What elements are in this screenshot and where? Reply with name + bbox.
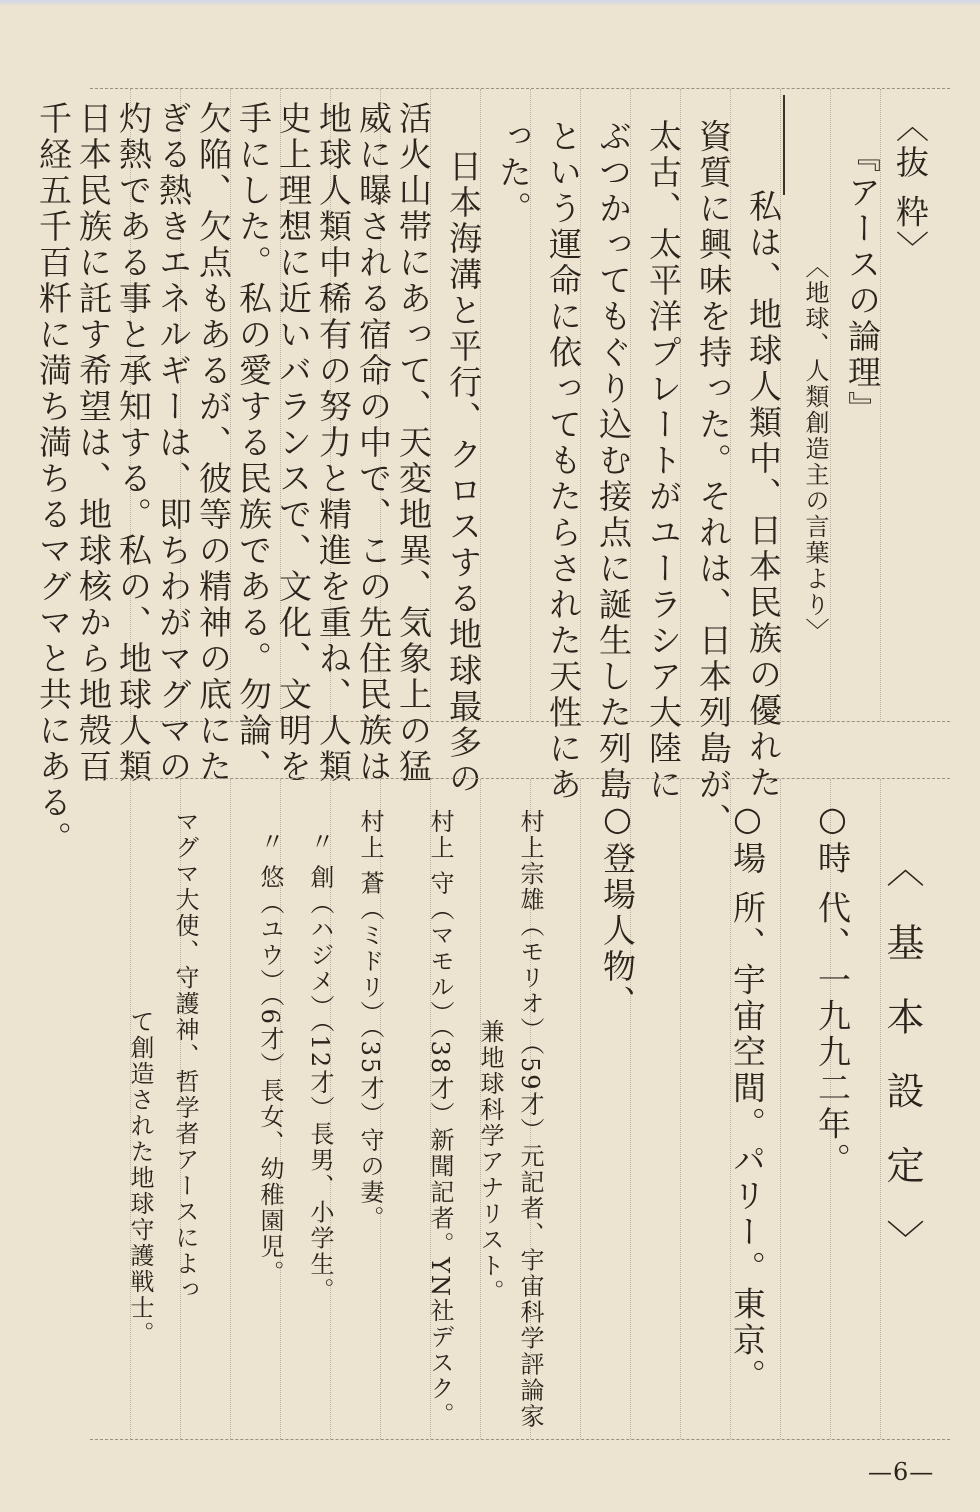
excerpt-heading: 〈抜 粋〉 (891, 109, 930, 267)
excerpt-p1-line: った。 (494, 119, 533, 227)
page-edge (0, 0, 980, 6)
excerpt-p2-line: 活火山帯にあって、天変地異、気象上の猛 (394, 101, 433, 785)
character-entry: て創造された地球守護戦士。 (126, 1009, 154, 1347)
settings-characters-label: ○登場人物、 (598, 799, 637, 1021)
excerpt-p2-line: 威に曝される宿命の中で、この先住民族は (354, 101, 393, 785)
excerpt-p2-line: 地球人類中稀有の努力と精進を重ね、人類 (314, 101, 353, 785)
excerpt-p2-line: 千経五千百粁に満ち満ちるマグマと共にある。 (34, 101, 73, 857)
excerpt-p2-line: 史上理想に近いバランスで、文化、文明を (274, 101, 313, 785)
character-entry: 兼地球科学アナリスト。 (476, 1019, 504, 1305)
settings-heading: 〈 基 本 設 定 〉 (880, 849, 924, 1270)
excerpt-p2-line: 灼熱である事と承知する。私の、地球人類 (114, 101, 153, 785)
excerpt-source: 〈地球、人類創造主の言葉より〉 (801, 254, 829, 644)
settings-place: ○場 所、宇宙空間。パリー。東京。 (728, 799, 767, 1395)
excerpt-p2-line: 日本海溝と平行、クロスする地球最多の (444, 149, 483, 797)
character-entry: 〃 創（ハジメ）（12才）長男、小学生。 (306, 829, 334, 1304)
excerpt-p1-line: 資質に興味を持った。それは、日本列島が、 (694, 119, 733, 839)
character-entry: 村上宗雄（モリオ）（59才）元記者、宇宙科学評論家 (516, 809, 544, 1430)
character-entry: マグマ大使、守護神、哲学者アースによっ (171, 809, 199, 1303)
excerpt-title: 『アースの論理』 (843, 139, 882, 427)
character-entry: 村上 守（マモル）（38才）新聞記者。YN社デスク。 (426, 809, 454, 1429)
page-number: —6— (868, 1458, 935, 1486)
excerpt-p1-line: という運命に依ってもたらされた天性にあ (544, 119, 583, 803)
excerpt-p2-line: 日本民族に託す希望は、地球核から地殻百 (74, 101, 113, 785)
excerpt-p2-line: 欠陥、欠点もあるが、彼等の精神の底にた (194, 101, 233, 785)
character-entry: 〃 悠（ユウ）（6才）長女、幼稚園児。 (256, 829, 284, 1286)
excerpt-p1-line: ぶつかってもぐり込む接点に誕生した列島 (594, 119, 633, 803)
character-entry: 村上 蒼（ミドリ）（35才）守の妻。 (356, 809, 384, 1232)
settings-section (90, 778, 950, 1440)
excerpt-section (34, 88, 950, 857)
title-marker (783, 95, 785, 195)
excerpt-p1-line: 私は、地球人類中、日本民族の優れた (744, 189, 783, 801)
excerpt-p2-line: ぎる熱きエネルギーは、即ちわがマグマの (154, 101, 193, 785)
settings-era: ○時 代、一九九二年。 (813, 799, 852, 1179)
excerpt-p2-line: 手にした。私の愛する民族である。勿論、 (234, 101, 273, 785)
excerpt-p1-line: 太古、太平洋プレートがユーラシア大陸に (644, 119, 683, 803)
